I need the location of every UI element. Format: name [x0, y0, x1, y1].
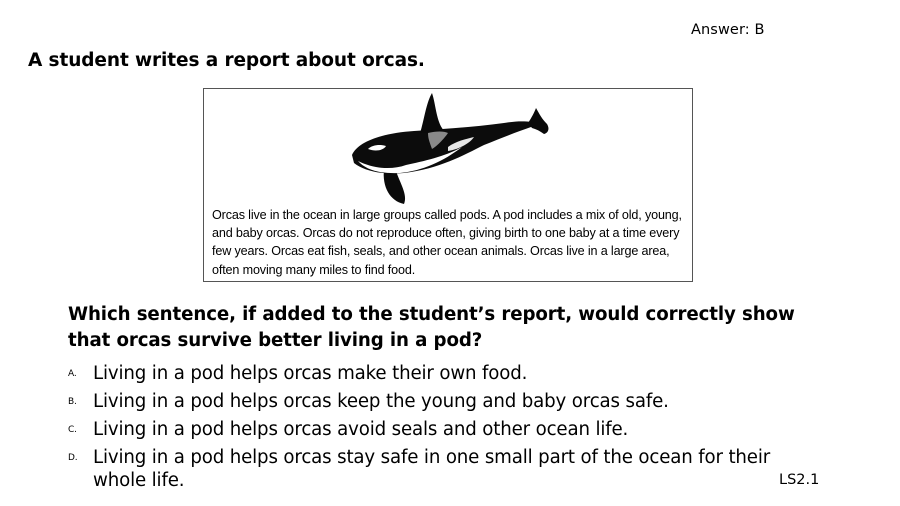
option-letter: C. — [68, 425, 77, 435]
answer-key: Answer: B — [691, 22, 765, 38]
option-text: Living in a pod helps orcas keep the young and baby orcas safe. — [93, 391, 669, 412]
question-text: Which sentence, if added to the student’s report, would correctly show that orcas survive better living in a pod? — [68, 304, 795, 351]
option-text: Living in a pod helps orcas make their own food. — [93, 363, 528, 384]
option-a[interactable] — [68, 363, 788, 386]
option-text: Living in a pod helps orcas stay safe in one small part of the ocean for their whole life. — [93, 447, 771, 491]
student-report-box — [203, 88, 693, 282]
intro-heading: A student writes a report about orcas. — [28, 50, 425, 71]
report-text: Orcas live in the ocean in large groups called pods. A pod includes a mix of old, young, and baby orcas. Orcas do not reproduce often, giving birth to one baby at a time every few years. Orcas eat fish, seals, and other ocean animals. Orcas live in a large area, often moving many miles to find food. — [212, 208, 682, 277]
option-letter: A. — [68, 369, 77, 379]
option-letter: B. — [68, 397, 77, 407]
standard-code: LS2.1 — [779, 472, 820, 488]
option-d[interactable] — [68, 447, 788, 492]
option-b[interactable] — [68, 391, 788, 414]
orca-illustration — [344, 91, 554, 206]
answer-options — [68, 363, 788, 498]
option-letter: D. — [68, 453, 78, 463]
option-text: Living in a pod helps orcas avoid seals and other ocean life. — [93, 419, 629, 440]
option-c[interactable] — [68, 419, 788, 442]
